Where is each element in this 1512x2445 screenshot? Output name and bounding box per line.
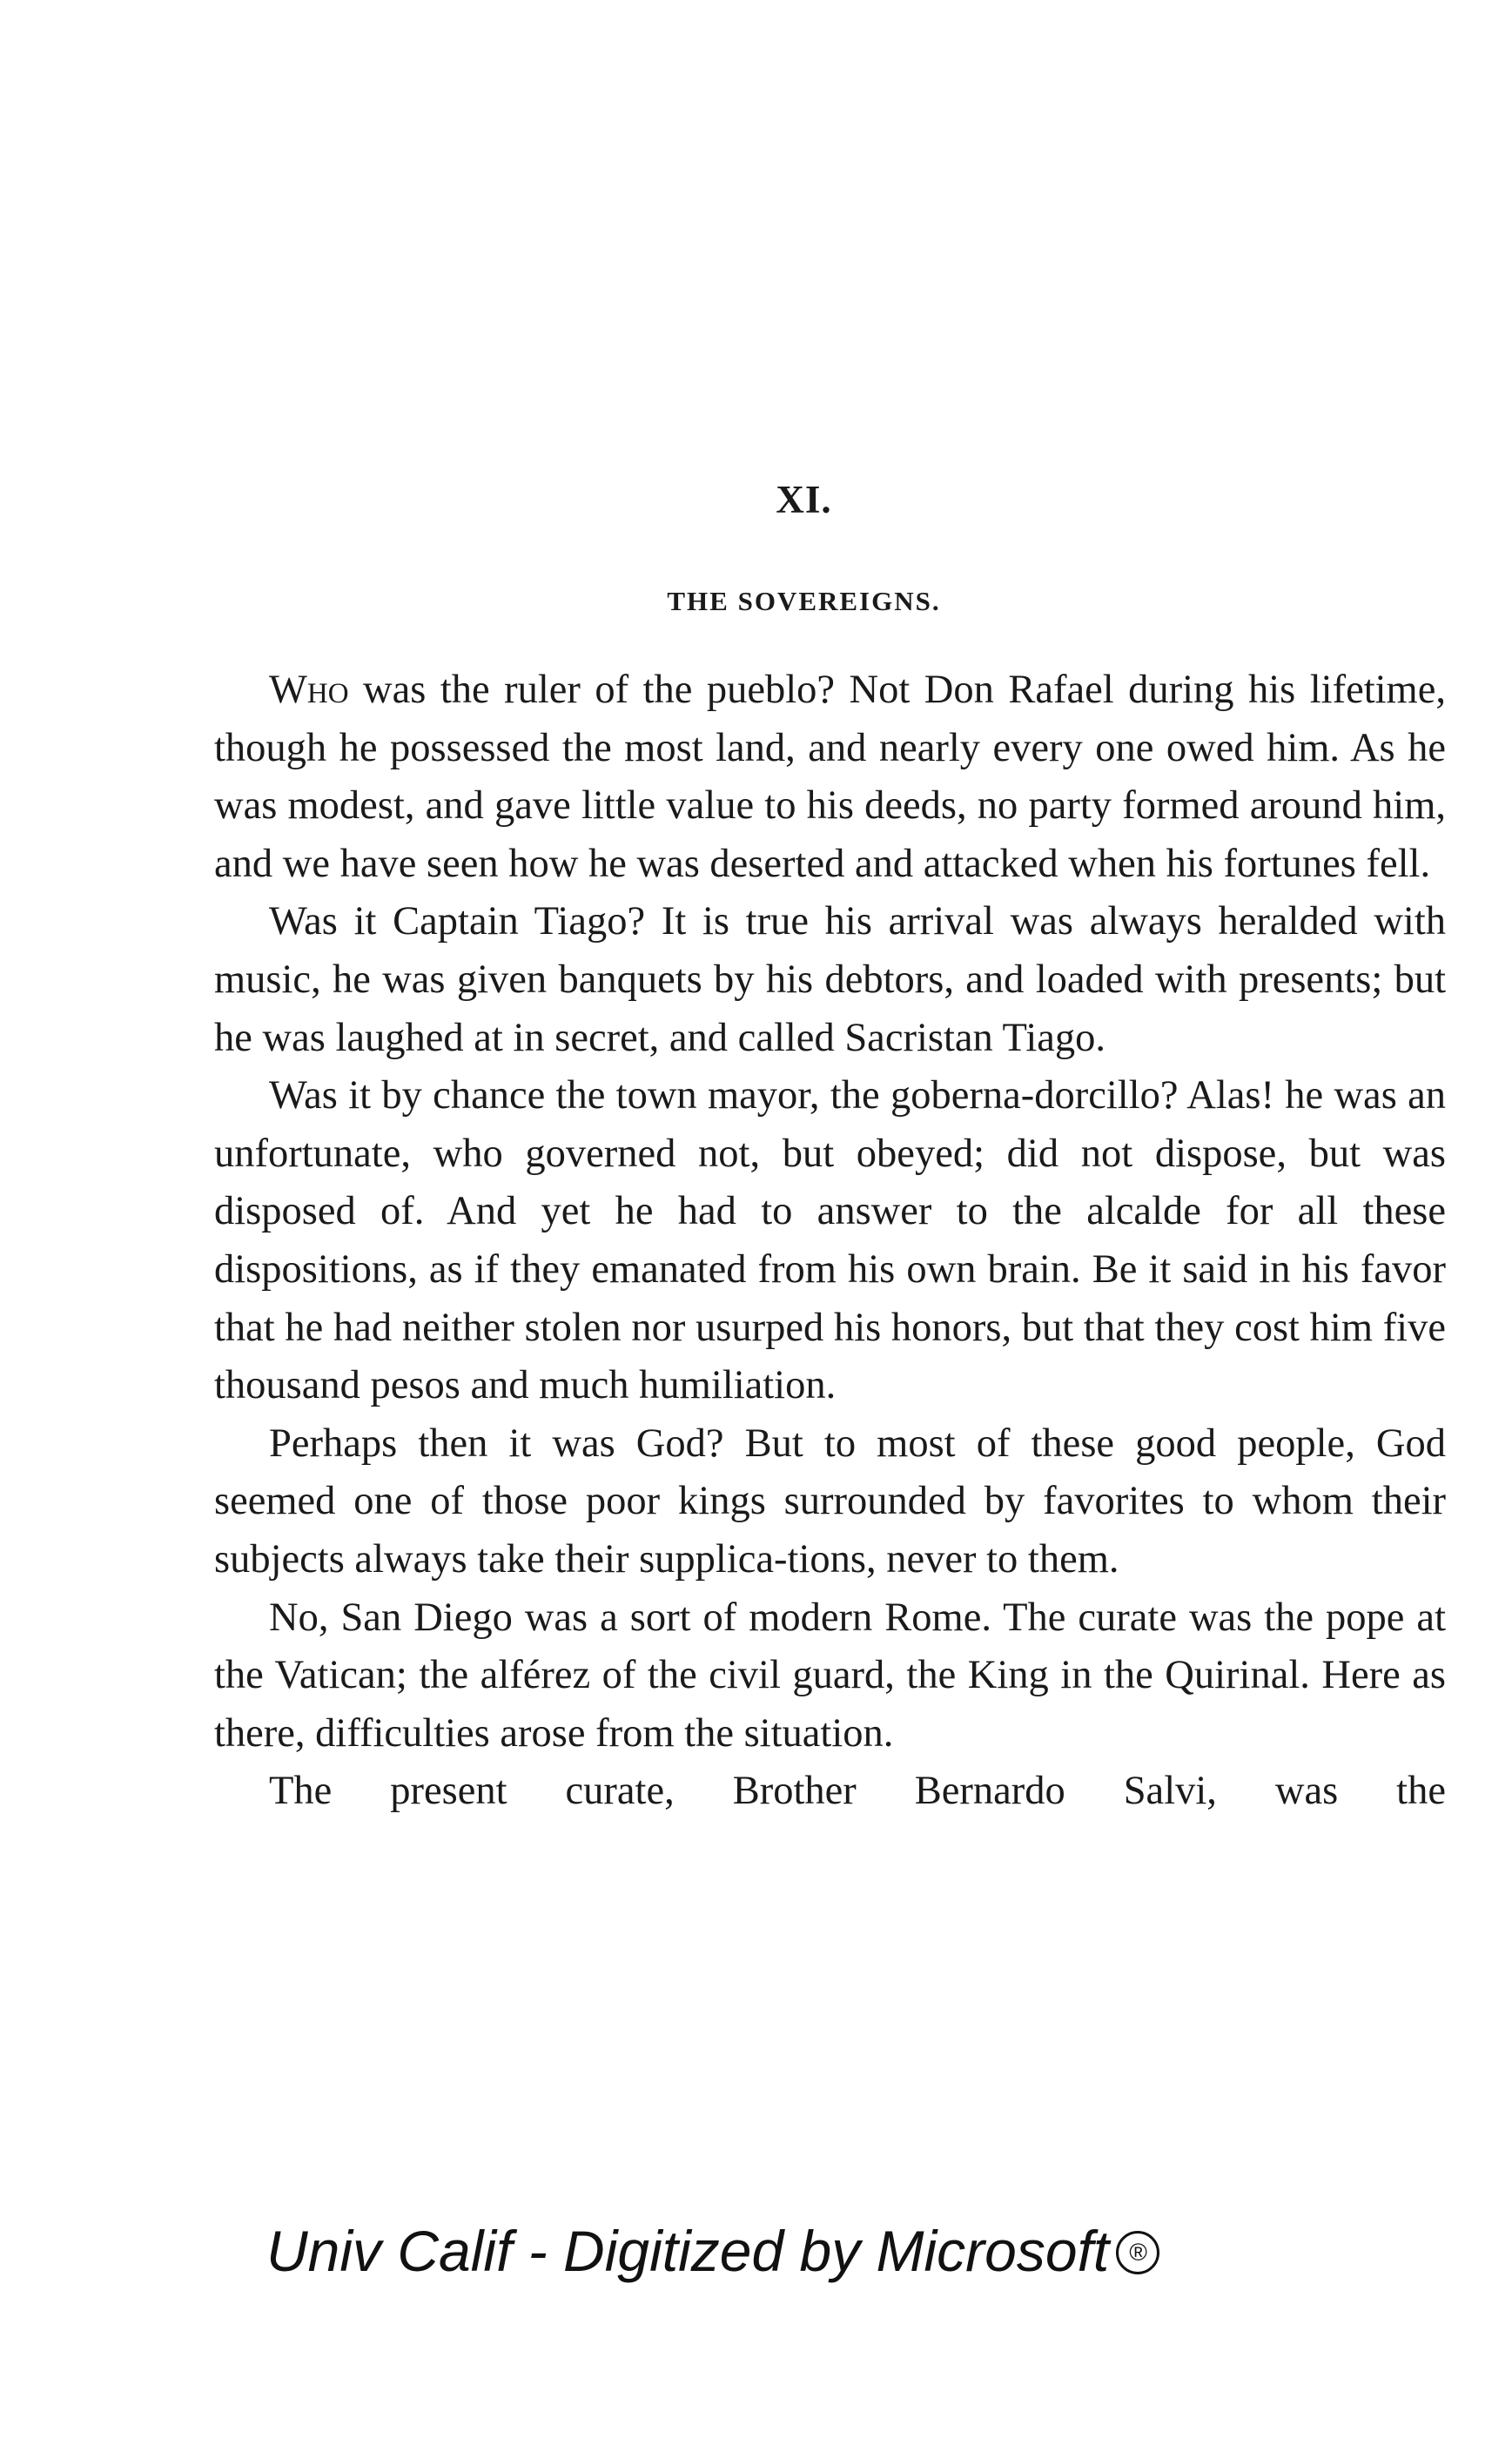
paragraph-1 [214, 662, 1446, 893]
paragraph-4: Perhaps then it was God? But to most of these good people, God seemed one of those poor kings surrounded by favorites to whom their subjects always take their supplica-tions, never to them. [214, 1421, 1446, 1582]
paragraph-text: was the ruler of the pueblo? Not Don Rafael during his lifetime, though he possessed the most land, and nearly every one owed him. As he was modest, and gave little value to his deeds, no party formed around him, and we have seen how he was deserted and attacked when his fortunes fell. [214, 668, 1446, 886]
paragraph-5: No, San Diego was a sort of modern Rome. The curate was the pope at the Vatican; the alférez of the civil guard, the King in the Quirinal. Here as there, difficulties arose from the situation. [214, 1595, 1446, 1756]
registered-icon: ® [1116, 2231, 1159, 2274]
watermark-text: Univ Calif - Digitized by Microsoft [266, 2219, 1110, 2283]
chapter-title: THE SOVEREIGNS. [667, 586, 941, 616]
paragraph-lead-word: Who [269, 668, 349, 712]
chapter-number: XI. [776, 478, 832, 521]
paragraph-2: Was it Captain Tiago? It is true his arrival was always heralded with music, he was given banquets by his debtors, and loaded with presents; but he was laughed at in secret, and called Sacristan Tiago. [214, 899, 1446, 1060]
paragraph-6: The present curate, Brother Bernardo Salvi, was the [269, 1769, 1446, 1814]
digitization-watermark [266, 2218, 1159, 2284]
paragraph-3: Was it by chance the town mayor, the goberna-dorcillo? Alas! he was an unfortunate, who governed not, but obeyed; did not dispose, but was disposed of. And yet he had to answer to the alcalde for all these dispositions, as if they emanated from his own brain. Be it said in his favor that he had neither stolen nor usurped his honors, but that they cost him five thousand pesos and much humiliation. [214, 1073, 1446, 1408]
text-body [214, 662, 1446, 1821]
